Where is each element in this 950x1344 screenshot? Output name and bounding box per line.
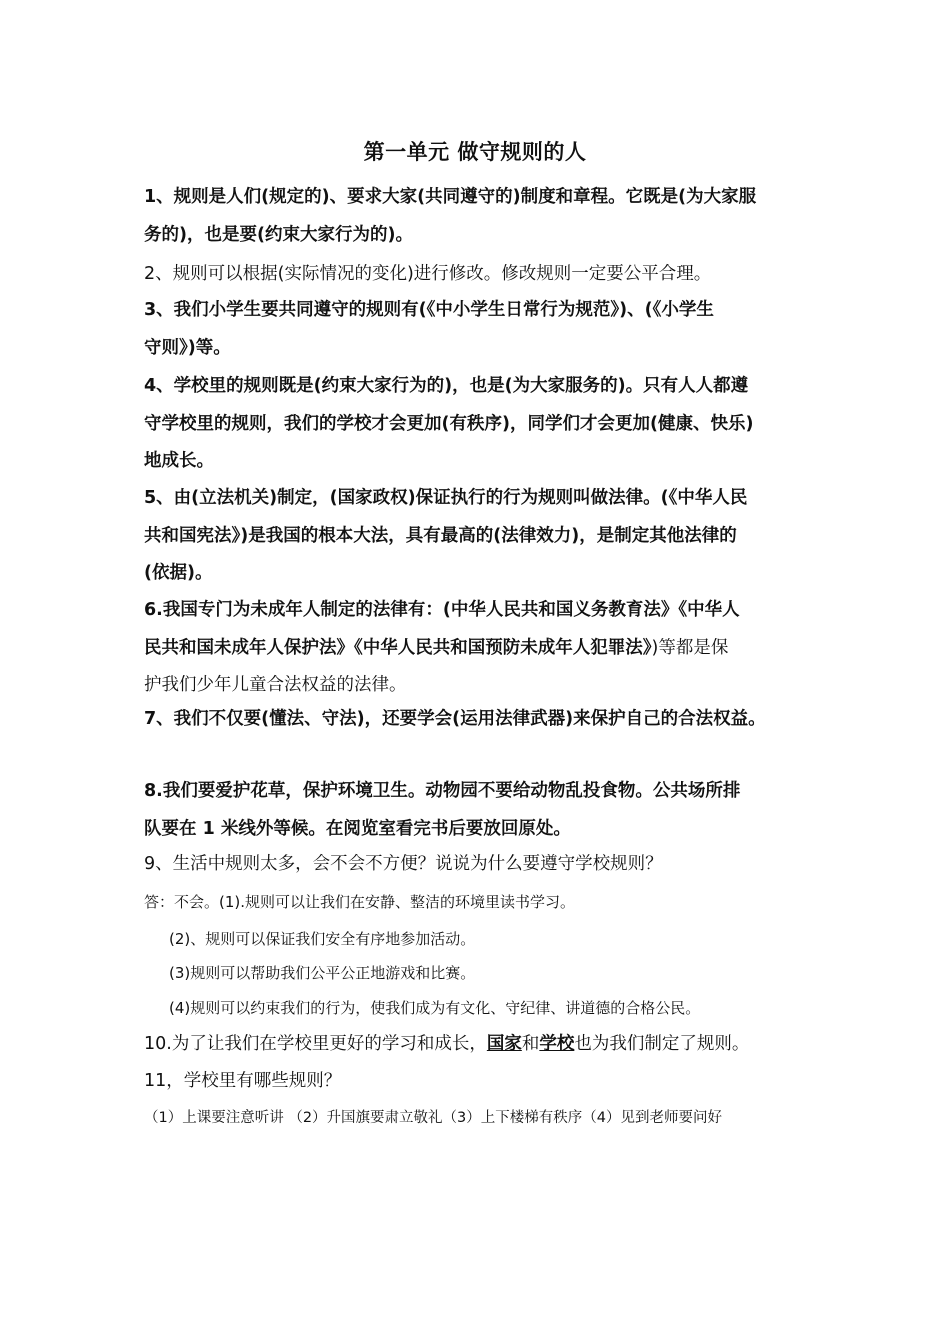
- paragraph-6-line-1: 6.我国专门为未成年人制定的法律有：(中华人民共和国义务教育法》《中华人: [144, 600, 740, 620]
- paragraph-8-line-1: 8.我们要爱护花草，保护环境卫生。动物园不要给动物乱投食物。公共场所排: [144, 781, 741, 801]
- paragraph-2-line-1: 2、规则可以根据(实际情况的变化)进行修改。修改规则一定要公平合理。: [144, 264, 712, 284]
- question-9-text: 9、生活中规则太多，会不会不方便？说说为什么要遵守学校规则？: [144, 854, 663, 874]
- answer-9-line-3: (3)规则可以帮助我们公平公正地游戏和比赛。: [169, 964, 476, 982]
- paragraph-4-line-3: 地成长。: [144, 451, 214, 471]
- paragraph-3: [144, 292, 824, 367]
- answer-9-line-1: 答：不会。(1).规则可以让我们在安静、整洁的环境里读书学习。: [144, 893, 576, 911]
- paragraph-4-line-1: 4、学校里的规则既是(约束大家行为的)，也是(为大家服务的)。只有人人都遵: [144, 376, 749, 396]
- paragraph-5: [144, 480, 824, 593]
- paragraph-10-post: 也为我们制定了规则。: [574, 1034, 750, 1054]
- paragraph-7: [144, 701, 824, 739]
- paragraph-3-line-2: 守则》)等。: [144, 337, 231, 358]
- paragraph-6: [144, 592, 824, 705]
- paragraph-10-pre: 10.为了让我们在学校里更好的学习和成长，: [144, 1034, 487, 1054]
- question-11: [144, 1063, 824, 1101]
- paragraph-8-line-2: 队要在 1 米线外等候。在阅览室看完书后要放回原处。: [144, 818, 571, 839]
- paragraph-10-line-1: [144, 1026, 824, 1064]
- paragraph-6-line-2-rest: )等都是保: [651, 637, 729, 658]
- paragraph-3-line-1: 3、我们小学生要共同遵守的规则有(《中小学生日常行为规范》)、(《小学生: [144, 300, 714, 320]
- paragraph-10-underline-school: 学校: [539, 1034, 575, 1054]
- paragraph-1-line-1: 1、规则是人们(规定的)、要求大家(共同遵守的)制度和章程。它既是(为大家服: [144, 187, 757, 207]
- answer-11-line-1: （1）上课要注意听讲 （2）升国旗要肃立敬礼（3）上下楼梯有秩序（4）见到老师要问好: [144, 1110, 723, 1126]
- paragraph-5-line-3: (依据)。: [144, 563, 213, 583]
- question-11-text: 11，学校里有哪些规则？: [144, 1071, 342, 1091]
- page-title: 第一单元 做守规则的人: [363, 140, 587, 164]
- paragraph-4-line-2: 守学校里的规则，我们的学校才会更加(有秩序)，同学们才会更加(健康、快乐): [144, 413, 754, 434]
- paragraph-8: [144, 773, 824, 848]
- paragraph-1-line-2: 务的)，也是要(约束大家行为的)。: [144, 224, 413, 245]
- paragraph-6-line-2-bold: 民共和国未成年人保护法》《中华人民共和国预防未成年人犯罪法》: [144, 637, 652, 658]
- paragraph-2: [144, 256, 824, 294]
- paragraph-10-underline-country: 国家: [486, 1034, 522, 1054]
- paragraph-5-line-1: 5、由(立法机关)制定，(国家政权)保证执行的行为规则叫做法律。(《中华人民: [144, 488, 748, 508]
- paragraph-10-mid: 和: [521, 1034, 540, 1054]
- paragraph-10: [144, 1026, 824, 1064]
- paragraph-7-line-1: 7、我们不仅要(懂法、守法)，还要学会(运用法律武器)来保护自己的合法权益。: [144, 709, 766, 729]
- paragraph-4: [144, 368, 824, 481]
- paragraph-6-line-2: [144, 630, 824, 668]
- answer-9-line-4: (4)规则可以约束我们的行为，使我们成为有文化、守纪律、讲道德的合格公民。: [169, 999, 701, 1017]
- paragraph-6-line-3: 护我们少年儿童合法权益的法律。: [144, 675, 407, 695]
- paragraph-5-line-2: 共和国宪法》)是我国的根本大法，具有最高的(法律效力)，是制定其他法律的: [144, 525, 737, 546]
- answer-9-line-2: (2)、规则可以保证我们安全有序地参加活动。: [169, 930, 476, 948]
- paragraph-1: [144, 179, 824, 254]
- question-9: [144, 846, 824, 884]
